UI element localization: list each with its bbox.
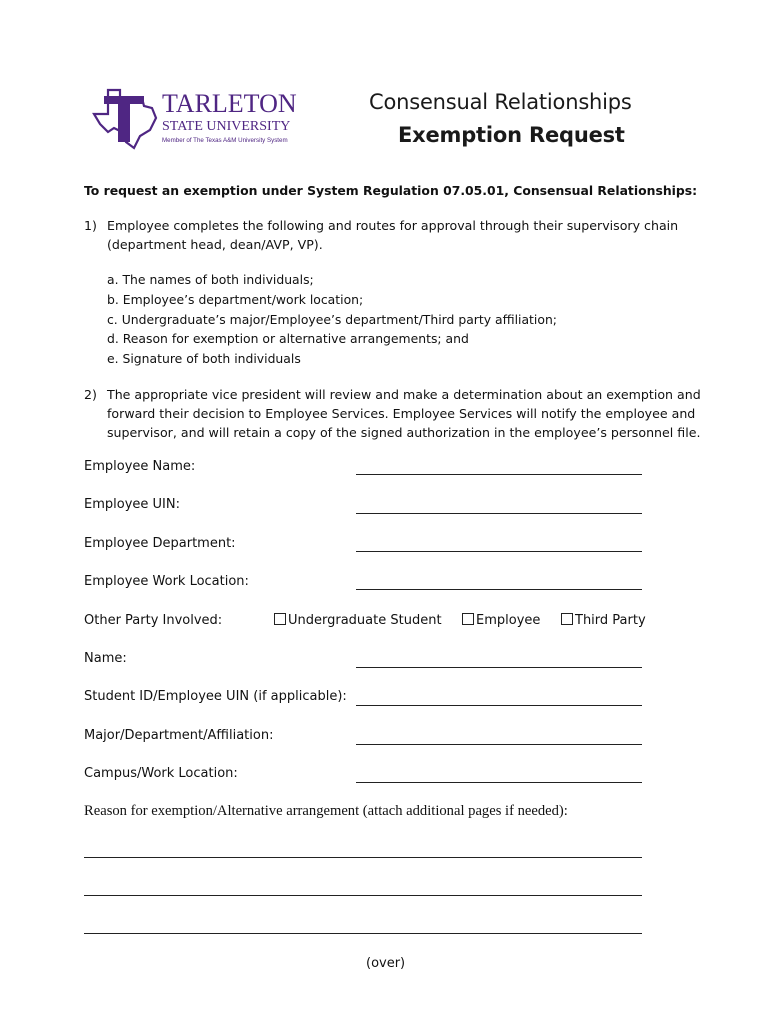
- campus-location-label: Campus/Work Location:: [84, 766, 238, 781]
- name-label: Name:: [84, 651, 127, 666]
- undergraduate-student-checkbox[interactable]: [274, 613, 442, 628]
- employee-work-location-field[interactable]: [356, 589, 642, 590]
- employee-department-field[interactable]: [356, 551, 642, 552]
- step-1-subitem: e. Signature of both individuals: [107, 351, 301, 366]
- step-2-line: The appropriate vice president will review and make a determination about an exemption and: [107, 387, 701, 402]
- employee-label: Employee: [476, 613, 541, 628]
- checkbox-icon: [561, 613, 573, 625]
- employee-checkbox[interactable]: [462, 613, 540, 628]
- step-1-subitem: b. Employee’s department/work location;: [107, 292, 364, 307]
- intro-text: To request an exemption under System Regulation 07.05.01, Consensual Relationships:: [84, 183, 698, 198]
- employee-work-location-label: Employee Work Location:: [84, 574, 249, 589]
- name-field[interactable]: [356, 667, 642, 668]
- reason-line-1[interactable]: [84, 857, 642, 858]
- step-2-line: forward their decision to Employee Services. Employee Services will notify the employee and: [107, 406, 696, 421]
- page-footer-over: (over): [366, 956, 406, 971]
- step-2-number: 2): [84, 387, 97, 402]
- step-1-subitem: c. Undergraduate’s major/Employee’s department/Third party affiliation;: [107, 312, 557, 327]
- third-party-label: Third Party: [575, 613, 646, 628]
- tarleton-logo: [90, 84, 310, 156]
- step-1-line: Employee completes the following and routes for approval through their supervisory chain: [107, 218, 679, 233]
- step-1-subitem: d. Reason for exemption or alternative arrangements; and: [107, 331, 469, 346]
- checkbox-icon: [462, 613, 474, 625]
- student-id-field[interactable]: [356, 705, 642, 706]
- other-party-label: Other Party Involved:: [84, 613, 223, 628]
- major-department-field[interactable]: [356, 744, 642, 745]
- campus-location-field[interactable]: [356, 782, 642, 783]
- logo-tagline: Member of The Texas A&M University System: [162, 137, 288, 144]
- step-1-number: 1): [84, 218, 97, 233]
- reason-line-3[interactable]: [84, 933, 642, 934]
- employee-uin-field[interactable]: [356, 513, 642, 514]
- employee-name-label: Employee Name:: [84, 459, 196, 474]
- undergraduate-student-label: Undergraduate Student: [288, 613, 442, 628]
- reason-line-2[interactable]: [84, 895, 642, 896]
- checkbox-icon: [274, 613, 286, 625]
- form-title-line1: Consensual Relationships: [369, 90, 632, 114]
- step-2-line: supervisor, and will retain a copy of the signed authorization in the employee’s personnel file.: [107, 425, 701, 440]
- step-1-line: (department head, dean/AVP, VP).: [107, 237, 323, 252]
- student-id-label: Student ID/Employee UIN (if applicable):: [84, 689, 347, 704]
- step-1-subitem: a. The names of both individuals;: [107, 272, 314, 287]
- third-party-checkbox[interactable]: [561, 613, 646, 628]
- logo-subname: STATE UNIVERSITY: [162, 119, 291, 134]
- reason-label: Reason for exemption/Alternative arrangement (attach additional pages if needed):: [84, 803, 568, 819]
- employee-name-field[interactable]: [356, 474, 642, 475]
- employee-department-label: Employee Department:: [84, 536, 236, 551]
- form-title-line2: Exemption Request: [398, 123, 625, 147]
- employee-uin-label: Employee UIN:: [84, 497, 180, 512]
- logo-name: TARLETON: [162, 89, 297, 118]
- major-department-label: Major/Department/Affiliation:: [84, 728, 274, 743]
